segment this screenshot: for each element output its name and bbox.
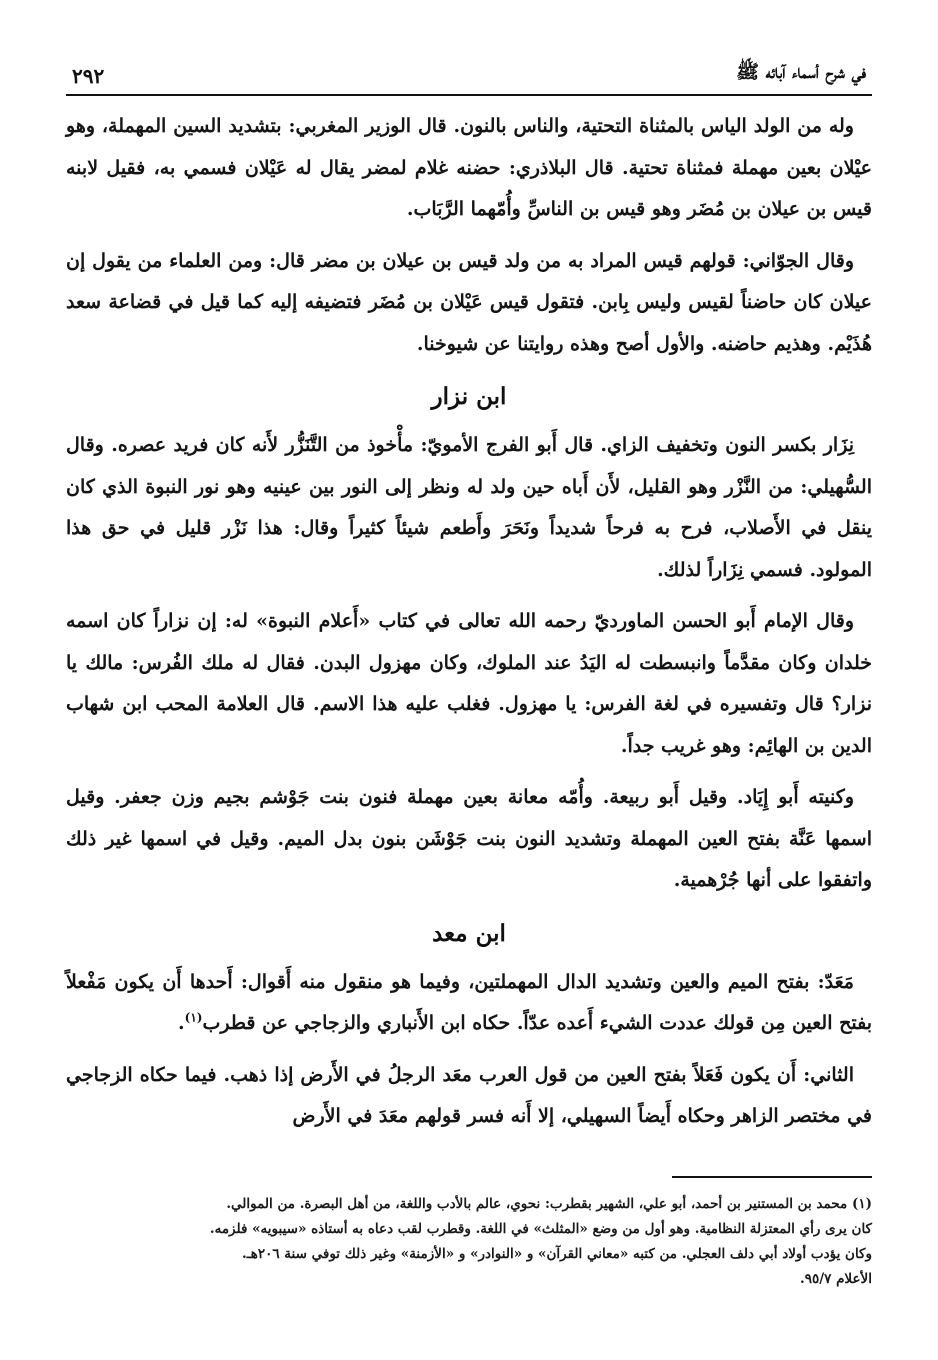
page-number: ٢٩٢ <box>72 64 105 88</box>
running-header <box>66 40 872 96</box>
paragraph: وله من الولد الياس بالمثناة التحتية، والناس بالنون. قال الوزير المغربي: بتشديد السين المهملة، وهو عيْلان بعين مهملة فمثناة تحتية. قال البلاذري: حضنه غلام لمضر يقال له عَيْلان فسمي به، فقيل لابنه قيس بن عيلان بن مُضَر وهو قيس بن الناسِّ وأُمّهما الرَّبَاب. <box>66 115 872 220</box>
running-title: في شرح أسماء آبائه ﷺ <box>736 61 866 83</box>
paragraph-end: . <box>178 1012 185 1034</box>
paragraph: نِزَار بكسر النون وتخفيف الزاي. قال أَبو الفرج الأمويّ: مأْخوذ من التَّنَزُّر لأَنه كان فريد عصره. وقال السُّهيلي: من النَّزْر وهو القليل، لأَن أَباه حين ولد له ونظر إلى النور بين عينيه وهو نور النبوة الذي كان ينقل في الأَصلاب، فرح به فرحاً شديداً ونَحَرَ وأَطعم شيئاً كثيراً وقال: هذا نَزْر قليل في حق هذا المولود. فسمي نِزَاراً لذلك. <box>66 434 872 581</box>
paragraph-text: مَعَدّ: بفتح الميم والعين وتشديد الدال المهملتين، وفيما هو منقول منه أَقوال: أَحدها أَن يكون مَفْعلاً بفتح العين مِن قولك عددت الشيء أَعده عدّاً. حكاه ابن الأَنباري والزجاجي عن قطرب <box>66 970 872 1034</box>
section-heading-maad: ابن معد <box>432 919 506 947</box>
paragraph: وقال الجوّاني: قولهم قيس المراد به من ولد قيس بن عيلان بن مضر قال: ومن العلماء من يقول إن عيلان كان حاضناً لقيس وليس بِابن. فتقول قيس عَيْلان بن مُضَر فتضيفه إليه كما قيل في قضاعة سعد هُذَيْم. وهذيم حاضنه. والأول أصح وهذه روايتنا عن شيوخنا. <box>66 249 872 355</box>
footnote-line: كان يرى رأي المعتزلة النظامية. وهو أول من وضع «المثلث» في اللغة. وقطرب لقب دعاه به أستاذه «سيبويه» فلزمه. <box>209 1220 872 1237</box>
paragraph-text: أَن يكون فَعَلاً بفتح العين من قول العرب معَد الرجلُ في الأَرض إذا ذهب. فيما حكاه الزجاجي في مختصر الزاهر وحكاه أَيضاً السهيلي، إلا أَنه فسر قولهم معَدَ في الأَرض <box>66 1063 872 1127</box>
paragraph <box>66 1055 872 1138</box>
footnote-line: (١) محمد بن المستنير بن أحمد، أبو علي، الشهير بقطرب: نحوي، عالم بالأدب واللغة، من أهل البصرة. من الموالي. <box>226 1195 872 1212</box>
paragraph: وقال الإمام أَبو الحسن الماورديّ رحمه الله تعالى في كتاب «أَعلام النبوة» له: إن نزاراً كان اسمه خلدان وكان مقدَّماً وانبسطت له اليَدُ عند الملوك، وكان مهزول البدن. فقال له ملك الفُرس: مالك يا نزار؟ قال وتفسيره في لغة الفرس: يا مهزول. فغلب عليه هذا الاسم. قال العلامة المحب ابن شهاب الدين بن الهائِم: وهو غريب جداً. <box>66 610 872 757</box>
main-text <box>66 106 872 1138</box>
footnote-line: وكان يؤدب أولاد أبي دلف العجلي. من كتبه «معاني القرآن» و «النوادر» و «الأزمنة» وغير ذلك توفي سنة ٢٠٦هـ. <box>242 1245 872 1262</box>
paragraph: وكنيته أَبو إِيَاد. وقيل أَبو ربيعة. وأُمّه معانة بعين مهملة فنون بنت جَوْشم بجيم وزن جعفر. وقيل اسمها عَنَّة بفتح العين المهملة وتشديد النون بنت جَوْشَن بنون بدل الميم. وقيل في اسمها غير ذلك واتفقوا على أنها جُرْهمية. <box>66 786 872 891</box>
footnote-divider <box>672 1176 872 1178</box>
footnote-reference[interactable]: (١) <box>184 1010 203 1025</box>
footnotes <box>66 1192 872 1292</box>
paragraph <box>66 962 872 1045</box>
footnote-line: الأعلام ٩٥/٧. <box>799 1270 872 1287</box>
section-heading-nizar: ابن نزار <box>431 383 507 410</box>
paragraph-lead: الثاني: <box>803 1063 854 1086</box>
